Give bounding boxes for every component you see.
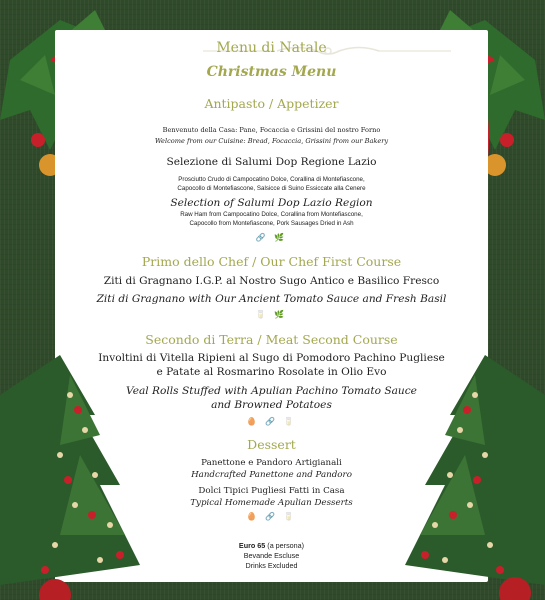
- section-heading-antipasto: Antipasto / Appetizer: [204, 96, 339, 111]
- allergen-icons: 🥚 🔗 🥛: [246, 417, 297, 426]
- price-per-person: (a persona): [267, 541, 305, 550]
- tree-left-decoration: [0, 355, 150, 600]
- dish-name-english-1: Veal Rolls Stuffed with Apulian Pachino Tomato Sauce: [126, 385, 417, 397]
- price-amount: Euro 65: [238, 541, 266, 550]
- dish-name-italian: Selezione di Salumi Dop Regione Lazio: [166, 156, 377, 168]
- dish-name-english-2: and Browned Potatoes: [211, 399, 332, 411]
- dish-description-italian-2: Capocollo di Montefiascone, Salsicce di Suino Essiccate alla Cenere: [177, 185, 366, 192]
- section-heading-primo: Primo dello Chef / Our Chef First Course: [141, 254, 402, 269]
- allergen-icons: 🔗 🌿: [255, 233, 288, 242]
- dessert-item-1-italian: Panettone e Pandoro Artigianali: [201, 458, 342, 468]
- drinks-excluded-english: Drinks Excluded: [245, 561, 298, 570]
- section-heading-dessert: Dessert: [247, 437, 296, 452]
- welcome-italian: Benvenuto della Casa: Pane, Focaccia e Grissini del nostro Forno: [162, 126, 381, 134]
- dish-name-english: Selection of Salumi Dop Lazio Region: [170, 197, 373, 209]
- dish-description-english-2: Capocollo from Montefiascone, Pork Sausages Dried in Ash: [189, 220, 354, 227]
- drinks-excluded-italian: Bevande Escluse: [243, 551, 300, 560]
- dish-name-italian-2: e Patate al Rosmarino Rosolate in Olio Evo: [156, 366, 387, 378]
- menu-subtitle: Christmas Menu: [206, 64, 337, 80]
- menu-title: Menu di Natale: [216, 40, 327, 56]
- dessert-item-2-italian: Dolci Tipici Pugliesi Fatti in Casa: [198, 486, 345, 496]
- allergen-icons: 🥚 🔗 🥛: [246, 512, 297, 521]
- dish-name-italian-1: Involtini di Vitella Ripieni al Sugo di Pomodoro Pachino Pugliese: [98, 352, 445, 364]
- dish-description-english-1: Raw Ham from Campocatino Dolce, Corallina from Montefiascone,: [180, 211, 363, 218]
- dish-description-italian-1: Prosciutto Crudo di Campocatino Dolce, Corallina di Montefiascone,: [178, 176, 365, 183]
- tree-right-decoration: [395, 355, 545, 600]
- dish-name-english: Ziti di Gragnano with Our Ancient Tomato Sauce and Fresh Basil: [96, 293, 447, 305]
- dessert-item-1-english: Handcrafted Panettone and Pandoro: [191, 470, 352, 480]
- dessert-item-2-english: Typical Homemade Apulian Desserts: [190, 498, 353, 508]
- section-heading-secondo: Secondo di Terra / Meat Second Course: [145, 332, 398, 347]
- dish-name-italian: Ziti di Gragnano I.G.P. al Nostro Sugo Antico e Basilico Fresco: [103, 275, 440, 287]
- allergen-icons: 🥛 🌿: [255, 310, 288, 319]
- welcome-english: Welcome from our Cuisine: Bread, Focaccia, Grissini from our Bakery: [154, 137, 389, 145]
